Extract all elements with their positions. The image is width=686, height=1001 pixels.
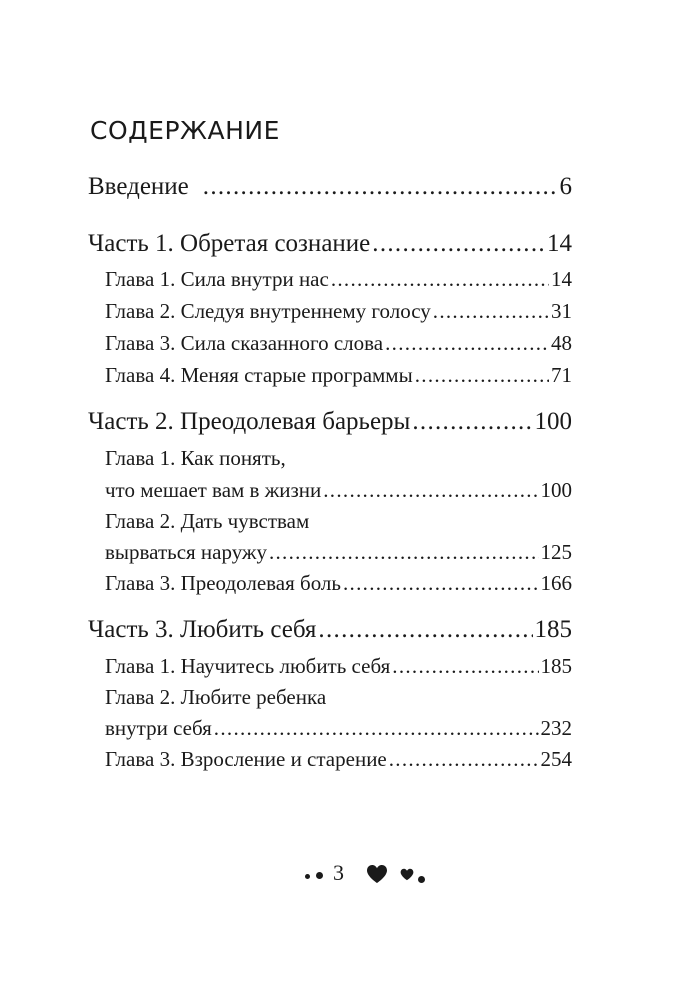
toc-page-number: 100 (540, 478, 572, 502)
toc-page-number: 185 (540, 654, 572, 678)
dot-leader (415, 363, 549, 388)
dot-leader (318, 616, 532, 644)
ornament-dot-icon (418, 876, 425, 883)
page-title: СОДЕРЖАНИЕ (90, 116, 280, 145)
toc-entry-part-3-chapter-3[interactable] (105, 747, 572, 772)
toc-entry-part-2-chapter-2[interactable] (105, 540, 572, 565)
toc-page-number: 71 (551, 363, 572, 387)
dot-leader (343, 571, 539, 596)
dot-leader (323, 478, 538, 503)
dot-leader (372, 230, 545, 258)
toc-page-number: 31 (551, 299, 572, 323)
page-number: 3 (333, 860, 344, 885)
toc-entry-label: Глава 1. Сила внутри нас (105, 267, 329, 291)
toc-entry-label: Часть 1. Обретая сознание (88, 230, 371, 257)
toc-page-number: 6 (559, 173, 572, 200)
page-footer (0, 856, 686, 896)
heart-icon (366, 864, 388, 884)
toc-page-number: 14 (547, 230, 572, 257)
toc-entry-label: внутри себя (105, 716, 212, 740)
toc-entry-part-1-chapter-4[interactable] (105, 363, 572, 388)
dot-leader (331, 267, 549, 292)
toc-entry-label: что мешает вам в жизни (105, 478, 322, 502)
toc-page-number: 125 (540, 540, 572, 564)
dot-leader (385, 331, 549, 356)
dot-leader (214, 716, 539, 741)
dot-leader (412, 408, 532, 436)
toc-entry-label: Глава 1. Научитесь любить себя (105, 654, 391, 678)
toc-entry-part-3-chapter-1[interactable] (105, 654, 572, 679)
toc-page-number: 14 (551, 267, 572, 291)
toc-entry-part-1-chapter-1[interactable] (105, 267, 572, 292)
dot-leader (389, 747, 539, 772)
toc-entry-part-1-chapter-3[interactable] (105, 331, 572, 356)
toc-entry-label: Глава 4. Меняя старые программы (105, 363, 413, 387)
toc-entry-part-2-chapter-3[interactable] (105, 571, 572, 596)
toc-entry-label: Глава 3. Преодолевая боль (105, 571, 341, 595)
toc-entry-label: Часть 3. Любить себя (88, 616, 317, 643)
toc-entry-part-2[interactable] (88, 408, 572, 436)
toc-page-number: 232 (540, 716, 572, 740)
dot-leader (203, 173, 558, 201)
toc-entry-part-3-chapter-2[interactable] (105, 716, 572, 741)
dot-leader (433, 299, 549, 324)
toc-page-number: 185 (534, 616, 572, 643)
heart-icon (400, 868, 414, 881)
toc-entry-part-3[interactable] (88, 616, 572, 644)
dot-leader (269, 540, 539, 565)
toc-page-number: 48 (551, 331, 572, 355)
ornament-dot-icon (316, 872, 323, 879)
toc-entry-part-2-chapter-1[interactable] (105, 478, 572, 503)
toc-entry-part-2-chapter-2-line-1[interactable]: Глава 2. Дать чувствам (105, 509, 310, 533)
toc-entry-label: Введение (88, 173, 189, 200)
toc-entry-part-1-chapter-2[interactable] (105, 299, 572, 324)
toc-entry-label: вырваться наружу (105, 540, 267, 564)
toc-page-number: 254 (540, 747, 572, 771)
toc-entry-part-3-chapter-2-line-1[interactable]: Глава 2. Любите ребенка (105, 685, 327, 709)
toc-page-number: 100 (534, 408, 572, 435)
toc-entry-intro[interactable] (88, 173, 572, 201)
toc-entry-label: Глава 3. Взросление и старение (105, 747, 387, 771)
toc-entry-part-1[interactable] (88, 230, 572, 258)
toc-entry-label: Глава 2. Следуя внутреннему голосу (105, 299, 431, 323)
toc-page-number: 166 (540, 571, 572, 595)
toc-entry-part-2-chapter-1-line-1[interactable]: Глава 1. Как понять, (105, 446, 286, 470)
dot-leader (392, 654, 538, 679)
toc-entry-label: Глава 3. Сила сказанного слова (105, 331, 384, 355)
ornament-dot-icon (305, 874, 310, 879)
toc-entry-label: Часть 2. Преодолевая барьеры (88, 408, 411, 435)
